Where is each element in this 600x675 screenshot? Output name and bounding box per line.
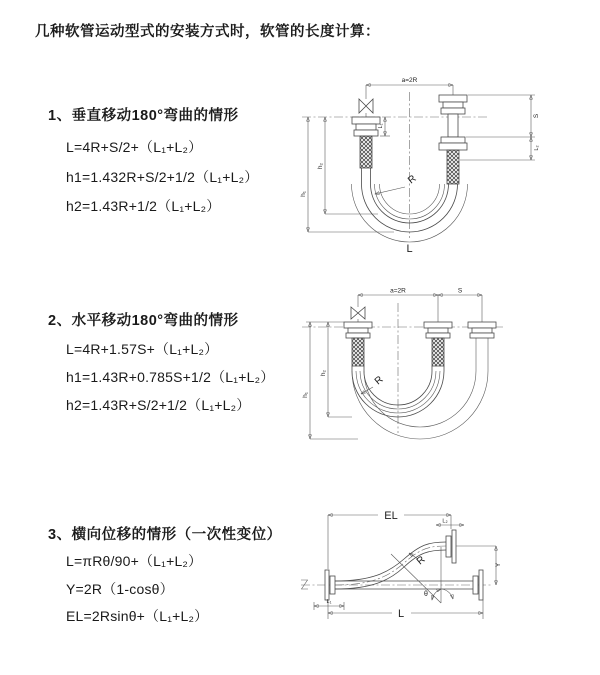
- dim-h1-label: h₁: [300, 191, 307, 197]
- dim-l1: [314, 599, 344, 610]
- dim-y-label: Y: [495, 562, 502, 568]
- lower-right-flange: [473, 570, 483, 600]
- radius-callout: [375, 173, 419, 194]
- section3-formula-y: Y=2R（1-cosθ）: [66, 581, 174, 597]
- dim-s-label: S: [533, 113, 540, 119]
- dim-el: [328, 510, 451, 569]
- radius-label: R: [406, 173, 419, 187]
- dim-l: [328, 600, 483, 620]
- section1-formula-h2: h2=1.43R+1/2（L₁+L₂）: [66, 198, 221, 214]
- section1-heading: 1、垂直移动180°弯曲的情形: [48, 108, 239, 124]
- valve-icon: [351, 295, 365, 322]
- dim-l1-label: L₁: [326, 599, 332, 605]
- section3-formula-el: EL=2Rsinθ+（L₁+L₂）: [66, 608, 209, 624]
- dim-h1: [300, 117, 394, 232]
- curved-hose-displaced: [335, 542, 446, 589]
- angle-theta-label: θ: [424, 591, 428, 598]
- moved-fitting: [468, 322, 496, 338]
- dim-s-label: S: [457, 287, 463, 295]
- centerline-symbol: [301, 580, 308, 589]
- dim-l2-label: L₂: [534, 145, 540, 151]
- section2-heading: 2、水平移动180°弯曲的情形: [48, 313, 239, 329]
- dim-l2: [460, 137, 540, 160]
- left-fitting: [352, 117, 380, 168]
- dim-el-label: EL: [384, 510, 398, 522]
- section1-formula-h1: h1=1.432R+S/2+1/2（L₁+L₂）: [66, 169, 259, 185]
- section2-formula-l: L=4R+1.57S+（L₁+L₂）: [66, 341, 219, 357]
- diagram-lateral-displacement: [296, 497, 581, 657]
- dim-l1-label: L₁: [378, 123, 384, 129]
- middle-fitting: [424, 322, 452, 366]
- length-label: L: [406, 243, 413, 255]
- dim-a2r-label: a=2R: [401, 77, 418, 84]
- dim-h1-label: h₁: [302, 392, 309, 398]
- right-fittings: [439, 95, 467, 184]
- section3-formula-l: L=πRθ/90+（L₁+L₂）: [66, 553, 203, 569]
- section2-formula-h1: h1=1.43R+0.785S+1/2（L₁+L₂）: [66, 369, 275, 385]
- dim-l2-label: L₂: [442, 518, 448, 525]
- dim-h1: [302, 322, 358, 439]
- section2-formula-h2: h2=1.43R+S/2+1/2（L₁+L₂）: [66, 397, 251, 413]
- radius-label: R: [414, 554, 428, 568]
- dim-h2-label: h₂: [317, 162, 324, 170]
- page-title: 几种软管运动型式的安装方式时，软管的长度计算：: [35, 24, 380, 40]
- dim-a2r-label: a=2R: [390, 287, 406, 295]
- dim-l2: [436, 519, 464, 526]
- section1-formula-l: L=4R+S/2+（L₁+L₂）: [66, 139, 203, 155]
- section3-heading: 3、横向位移的情形（一次性变位）: [48, 527, 282, 543]
- dim-s: [466, 95, 540, 137]
- dim-a2r: [358, 288, 482, 323]
- left-fitting: [344, 322, 372, 366]
- hose-u-bend-positions: [352, 338, 488, 439]
- diagram-horizontal-180-bend: [298, 283, 570, 458]
- dim-l-label: L: [397, 608, 405, 620]
- radius-label: R: [372, 374, 386, 388]
- left-flange: [325, 570, 335, 600]
- upper-right-flange: [446, 530, 456, 563]
- angle-construction: [391, 547, 453, 603]
- valve-icon: [359, 85, 373, 117]
- dim-s: [438, 288, 482, 296]
- diagram-vertical-180-bend: [298, 66, 563, 262]
- dim-h2-label: h₂: [320, 369, 327, 377]
